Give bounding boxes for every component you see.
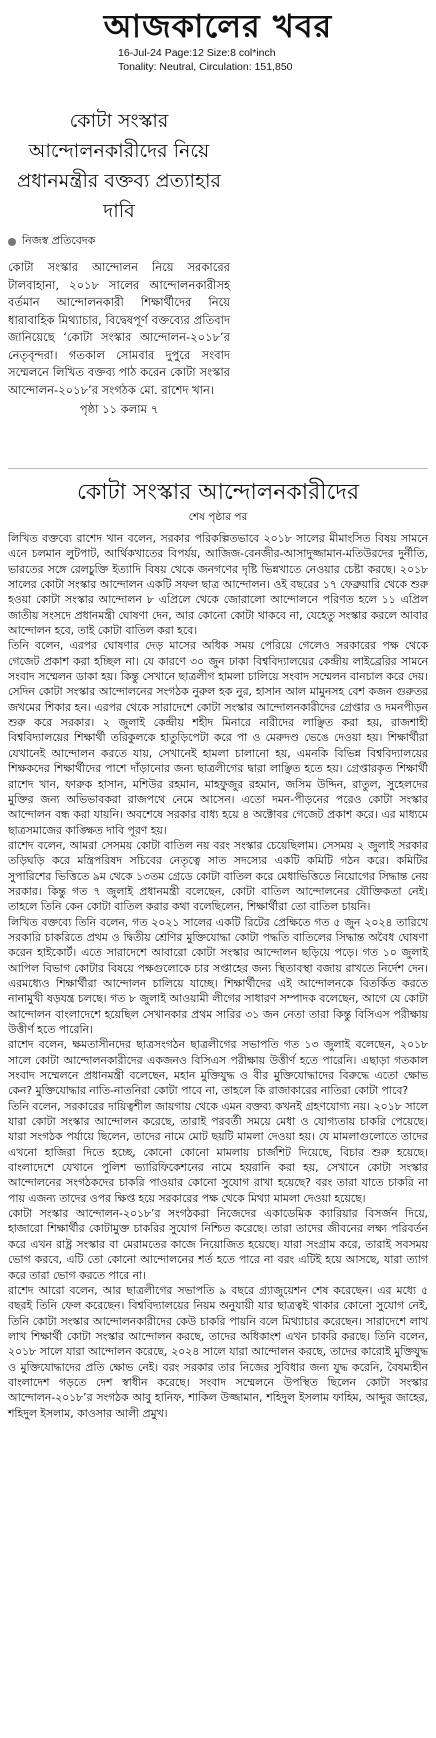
continued-body [8,531,428,1421]
masthead [0,6,436,46]
paragraph: লিখিত বক্তব্যে তিনি বলেন, গত ২০২১ সালের একটি রিটের প্রেক্ষিতে গত ৫ জুন ২০২৪ তারিখে সরকারি চাকরিতে প্রথম ও দ্বিতীয় শ্রেণির মুক্তিযোদ্ধা কোটা পদ্ধতি বাতিলের সিদ্ধান্ত অবৈধ ঘোষণা করেন হাইকোর্ট। এতে সারাদেশে আবারো কোটা সংস্কার আন্দোলন ছড়িয়ে পড়ে। গত ১০ জুলাই আপিল বিভাগ কোটার বিষয়ে পক্ষগুলোকে চার সপ্তাহের জন্য স্থিতাবস্থা বজায় রাখতে নির্দেশ দেন। এরমধ্যেও শিক্ষার্থীরা আন্দোলন চালিয়ে যাচ্ছে। শিক্ষার্থীদের এই আন্দোলনকে বিতর্কিত করতে নানামুখী ষড়যন্ত্র চলছে। গত ৮ জুলাই আওয়ামী লীগের সাধারণ সম্পাদক বলেছেন, আগে যে কোটা আন্দোলন বাংলাদেশে হয়েছিল সেখানকার প্রথম সারির ৩১ জন নেতা তারা কিন্তু বিসিএস পরীক্ষায় উত্তীর্ণ হতে পারেনি। [8,915,428,1036]
paragraph: তিনি বলেন, সরকারের দায়িত্বশীল জায়গায় থেকে এমন বক্তব্য কখনই গ্রহণযোগ্য নয়। ২০১৮ সালে যারা কোটা সংস্কার আন্দোলন করেছে, তারাই পরবর্তী সময়ে মেধা ও যোগ্যতায় চাকরি পেয়েছে। যারা সংগঠক পর্যায়ে ছিলেন, তাদের নামে মোট ছয়টি মামলা দেওয়া হয়। যে মামলাগুলোতে তাদের এখনো হাজিরা দিতে হচ্ছে, কোনো কোনো মামলায় চার্জশিট দিয়েছে, বিচার শুরু হয়েছে। বাংলাদেশে যেখানে পুলিশ ভ্যারিফিকেশনের নামে হয়রানি করা হয়, সেখানে কোটা সংস্কার আন্দোলনের সংগঠকদের চাকরি পাওয়ার কোনো সুযোগ রাখা হয়েছে? বরং তারা যাতে চাকরি না পায় এজন্য তাদের ওপর ক্ষিপ্ত হয়ে সরকারের পক্ষ থেকে মিথ্যা মামলা দেওয়া হয়েছে। [8,1099,428,1205]
section-divider [8,468,428,469]
paragraph: রাশেদ আরো বলেন, আর ছাত্রলীগের সভাপতি ৯ বছরে গ্র্যাজুয়েশন শেষ করেছেন। এর মধ্যে ৫ বছরই তিনি ফেল করেছেন। বিশ্ববিদ্যালয়ের নিয়ম অনুযায়ী যার ছাত্রত্বই থাকার কোনো সুযোগ নেই, তিনি কোটা সংস্কার আন্দোলনকারীদের কেউ চাকরি পায়নি বলে মিথ্যাচার করেছেন। সারাদেশে লাখ লাখ শিক্ষার্থী কোটা সংস্কার আন্দোলন করছে, তাদের অধিকাংশ এখন চাকরি করছে। তিনি বলেন, ২০১৮ সালে যারা আন্দোলন করেছে, ২০২৪ সালে যারা আন্দোলন করছে, তাদের কারোই মুক্তিযুদ্ধ ও মুক্তিযোদ্ধাদের প্রতি ক্ষোভ নেই। বরং সরকার তার নিজের সুবিধার জন্য যুদ্ধ করেনি, বৈষম্যহীন বাংলাদেশ গড়তে দেশ স্বাধীন করেছে। সংবাদ সম্মেলনে উপস্থিত ছিলেন কোটা সংস্কার আন্দোলন-২০১৮’র সংগঠক আবু হানিফ, শাকিল উজ্জামান, শহিদুল ইসলাম ফাহিম, আব্দুর জাহের, শহিদুল ইসলাম, কাওসার আলী প্রমুখ। [8,1283,428,1420]
paragraph: রাশেদ বলেন, ক্ষমতাসীনদের ছাত্রসংগঠন ছাত্রলীগের সভাপতি গত ১৩ জুলাই বলেছেন, ২০১৮ সালে কোটা আন্দোলনকারীদের একজনও বিসিএস পরীক্ষায় উত্তীর্ণ হতে পারেনি। এছাড়া গতকাল সংবাদ সম্মেলনে প্রধানমন্ত্রী বলেছেন, মহান মুক্তিযুদ্ধ ও বীর মুক্তিযোদ্ধাদের বিরুদ্ধে এতো ক্ষোভ কেন? মুক্তিযোদ্ধার নাতি-নাতনিরা কোটা পাবে না, তাহলে কি রাজাকারের নাতিরা কোটা পাবে? [8,1038,428,1098]
clipping-meta [118,46,293,74]
reporter-byline [8,232,230,251]
meta-line-date-page: 16-Jul-24 Page:12 Size:8 col*inch [118,47,276,59]
paragraph: কোটা সংস্কার আন্দোলন-২০১৮’র সংগঠকরা নিজেদের একাডেমিক ক্যারিয়ার বিসর্জন দিয়ে, হাজারো শিক্ষার্থীর কোটামুক্ত চাকরির সুযোগ নিশ্চিত করেছে। তারা তাদের জীবনের লক্ষ্য পরিবর্তন করে এখন রাষ্ট্র সংস্কার বা মেরামতের কাজে নিয়োজিত হয়েছে। যারা সংগ্রাম করে, তারাই সবসময় ভোগ করবে, এটি তো কোনো আন্দোলনের শর্ত হতে পারে না বরং এটিই হয়ে আসছে, যারা ত্যাগ করে তারা ভোগ করতে পারে না। [8,1207,428,1282]
front-body: কোটা সংস্কার আন্দোলন নিয়ে সরকারের টালবাহানা, ২০১৮ সালের আন্দোলনকারীসহ বর্তমান আন্দোলনকারী শিক্ষার্থীদের নিয়ে ধারাবাহিক মিথ্যাচার, বিদ্বেষপূর্ণ বক্তব্যের প্রতিবাদ জানিয়েছে ‘কোটা সংস্কার আন্দোলন-২০১৮’র নেতৃবৃন্দরা। গতকাল সোমবার দুপুরে সংবাদ সম্মেলনে লিখিত বক্তব্য পাঠ করেন কোটা সংস্কার আন্দোলন-২০১৮’র সংগঠক মো. রাশেদ খান। [8,260,230,397]
paragraph: লিখিত বক্তব্যে রাশেদ খান বলেন, সরকার পরিকল্পিতভাবে ২০১৮ সালের মীমাংসিত বিষয় সামনে এনে চলমান লুটপাট, আর্থিকখাতের বিপর্যয়, আজিজ-বেনজীর-আসাদুজ্জামান-মতিউরদের দুর্নীতি, ভারতের সঙ্গে রেলচুক্তি ইত্যাদি বিষয় থেকে জনগণের দৃষ্টি ভিন্নখাতে নেওয়ার চেষ্টা করছে। ২০১৮ সালের কোটা সংস্কার আন্দোলন একটি সফল ছাত্র আন্দোলন। ওই বছরের ১৭ ফেব্রুয়ারি থেকে শুরু হওয়া কোটা সংস্কার আন্দোলন ৮ এপ্রিলে থেকে জোরালো আন্দোলনে পরিণত হলে ১১ এপ্রিল জাতীয় সংসদে প্রধানমন্ত্রী ঘোষণা দেন, আর কোনো কোটা থাকবে না, যেহেতু সংস্কার করলে আবার আন্দোলন হবে, তাই কোটা বাতিল করা হবে। [8,532,428,638]
front-article [8,100,230,420]
newspaper-name: আজকালের খবর [103,7,333,45]
jump-reference: পৃষ্ঠা ১১ কলাম ৭ [79,402,159,416]
paragraph: তিনি বলেন, এরপর ঘোষণার দেড় মাসের অধিক সময় পেরিয়ে গেলেও সরকারের পক্ষ থেকে গেজেট প্রকাশ করা হচ্ছিল না। যে কারণে ৩০ জুন ঢাকা বিশ্ববিদ্যালয়ের কেন্দ্রীয় লাইব্রেরির সামনে সংবাদ সম্মেলন ডাকা হয়। কিন্তু সেখানে ছাত্রলীগ হামলা চালিয়ে সংবাদ সম্মেলন বানচাল করে দেয়। সেদিন কোটা সংস্কার আন্দোলনের সংগঠক নুরুল হক নুর, হাসান আল মামুনসহ বেশ কজন গুরুতর জখমের শিকার হন। এরপর থেকে সারাদেশে কোটা সংস্কার আন্দোলনকারীদের গ্রেপ্তার ও দমনপীড়ন শুরু করে সরকার। ২ জুলাই কেন্দ্রীয় শহীদ মিনারে নারীদের লাঞ্ছিত করা হয়, রাজশাহী বিশ্ববিদ্যালয়ের শিক্ষার্থী তরিকুলকে হাতুড়িপেটা করে পা ও মেরুদণ্ড ভেঙে দেওয়া হয়। শিক্ষার্থীরা যেখানেই আন্দোলন করতে যায়, সেখানেই হামলা চালানো হয়, এমনকি বিভিন্ন বিশ্ববিদ্যালয়ের শিক্ষকদের শিক্ষার্থীদের পাশে দাঁড়ানোর জন্য ছাত্রলীগের দ্বারা লাঞ্ছিত হতে হয়। গ্রেপ্তারকৃত শিক্ষার্থী রাশেদ খান, ফারুক হাসান, মশিউর রহমান, মাহফুজুর রহমান, জসিম উদ্দিন, রাতুল, সুহেলদের মুক্তির জন্য অভিভাবকরা রাজপথে নেমে আসেন। এতো দমন-পীড়নের পরেও কোটা সংস্কার আন্দোলন বন্ধ করা যায়নি। অবশেষে সরকার বাধ্য হয়ে ৪ অক্টোবর গেজেট প্রকাশ করে। এর মাধ্যমে ছাত্রসমাজের কাঙ্ক্ষিত দাবি পূরণ হয়। [8,639,428,837]
reporter-name: নিজস্ব প্রতিবেদক [22,234,96,247]
continued-label: শেষ পৃষ্ঠার পর [188,511,248,523]
bullet-icon [8,238,16,246]
continued-headline: কোটা সংস্কার আন্দোলনকারীদের [76,480,360,505]
paragraph: রাশেদ বলেন, আমরা সেসময় কোটা বাতিল নয় বরং সংস্কার চেয়েছিলাম। সেসময় ২ জুলাই সরকার তড়িঘড়ি করে মন্ত্রিপরিষদ সচিবের নেতৃত্বে সাত সদস্যের একটি কমিটি গঠন করে। কমিটির সুপারিশের ভিত্তিতে ৯ম থেকে ১৩তম গ্রেডে কোটা বাতিল করে মেধাভিত্তিতে নিয়োগের সিদ্ধান্ত নেয় সরকার। কিন্তু গত ৭ জুলাই প্রধানমন্ত্রী বলেছেন, কোটা বাতিল আন্দোলনের যৌক্তিকতা নেই। তাহলে তিনি কেন কোটা বাতিল করার কথা বলেছিলেন, শিক্ষার্থীরা তো বাতিল চায়নি। [8,838,428,914]
meta-line-tonality: Tonality: Neutral, Circulation: 151,850 [118,61,293,73]
front-headline: কোটা সংস্কার আন্দোলনকারীদের নিয়ে প্রধানমন্ত্রীর বক্তব্য প্রত্যাহার দাবি [17,110,221,222]
continued-article [8,478,428,1421]
